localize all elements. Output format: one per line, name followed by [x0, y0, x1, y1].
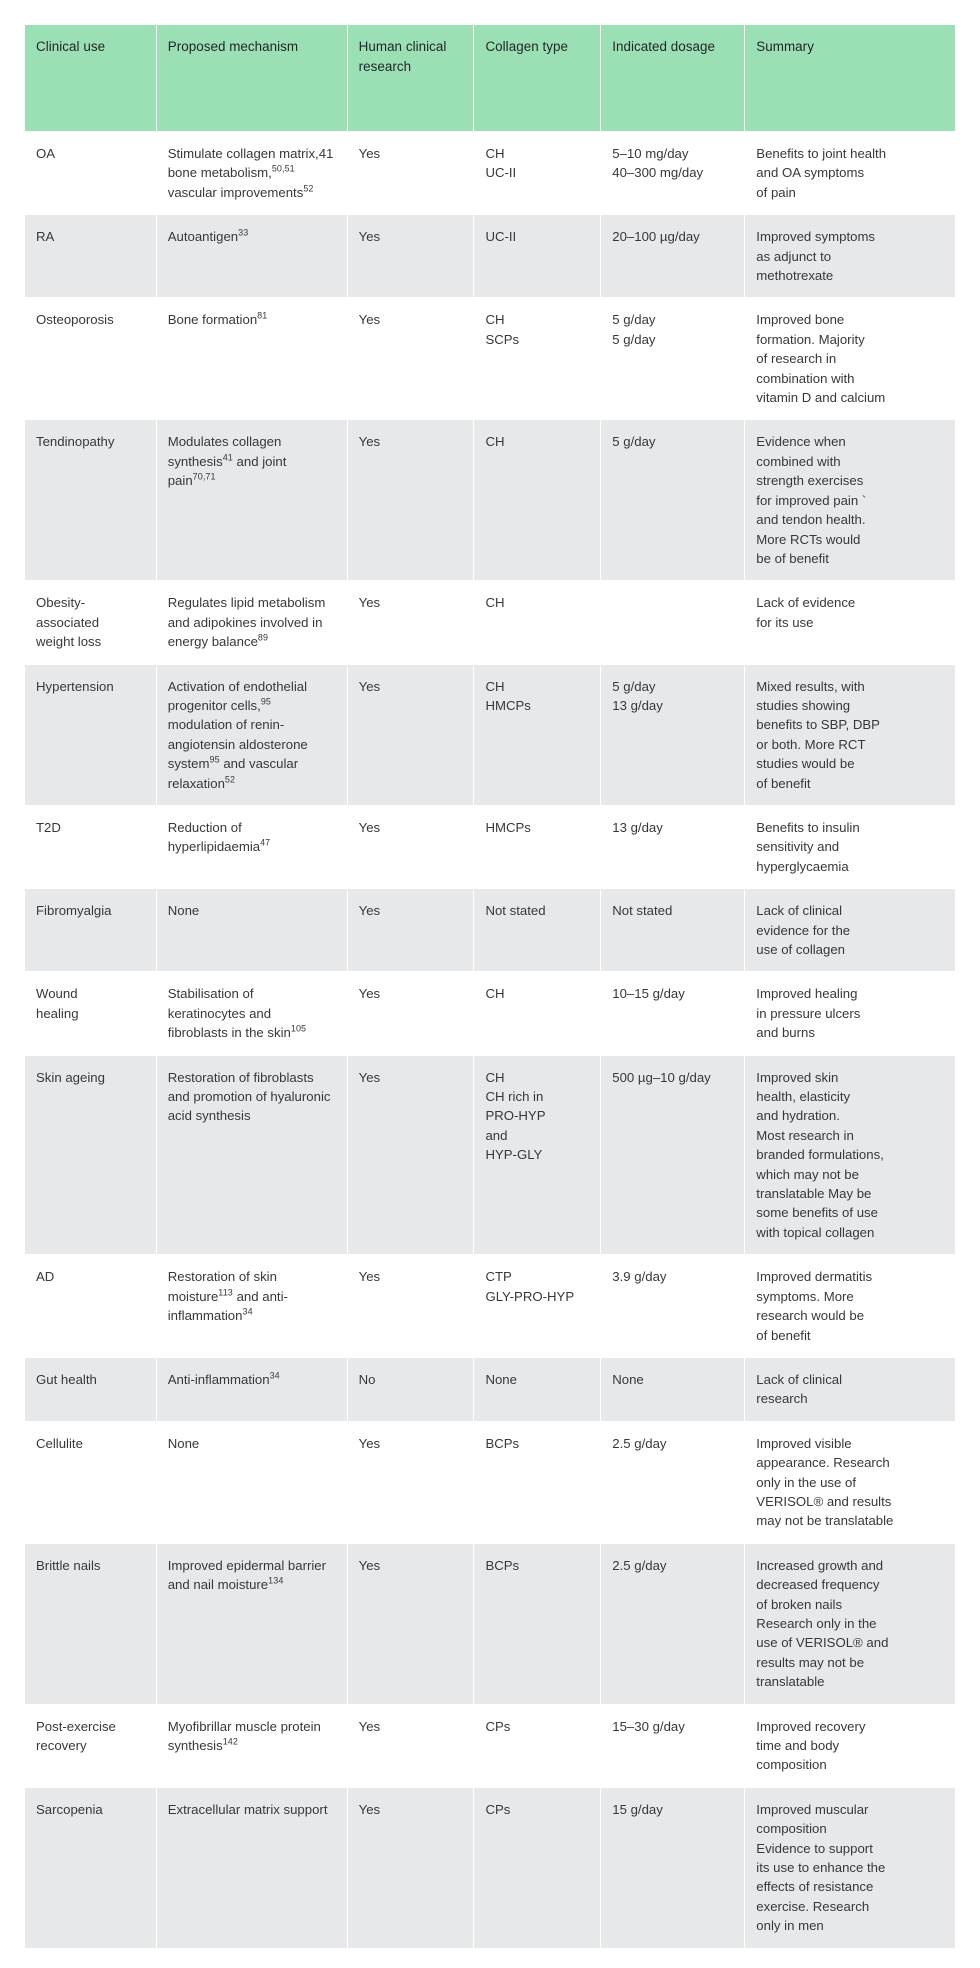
- cell-proposed-mechanism: [157, 1255, 347, 1357]
- cell-indicated-dosage-line: 5 g/day: [612, 312, 656, 328]
- table-row: [25, 1544, 955, 1704]
- mechanism-text: None: [167, 903, 200, 919]
- cell-summary-line: of pain: [756, 184, 796, 200]
- cell-collagen-type-line: HMCPs: [485, 697, 531, 713]
- cell-summary-line: or both. More RCT: [756, 736, 866, 752]
- mechanism-text: Stabilisation of keratinocytes and fibroblasts in the skin: [167, 986, 291, 1041]
- cell-proposed-mechanism: [157, 665, 347, 805]
- cell-summary-line: composition: [756, 1821, 827, 1837]
- cell-collagen-type: [474, 1422, 600, 1543]
- mechanism-text: vascular improvements: [167, 184, 304, 200]
- cell-clinical-use: Skin ageing: [25, 1056, 156, 1255]
- mechanism-text: Stimulate collagen matrix,41 bone metabolism,: [167, 146, 334, 181]
- cell-summary-line: time and body: [756, 1738, 840, 1753]
- cell-human-clinical-research: Yes: [348, 972, 474, 1054]
- cell-summary-line: Evidence to support: [756, 1840, 873, 1856]
- cell-summary-line: some benefits of use: [756, 1205, 878, 1221]
- cell-summary-line: branded formulations,: [756, 1147, 884, 1163]
- mechanism-text: Improved epidermal barrier and nail moisture: [167, 1557, 327, 1593]
- cell-summary-line: composition: [756, 1757, 827, 1773]
- cell-summary-line: Benefits to insulin: [756, 819, 860, 835]
- cell-collagen-type-line: CH: [485, 1069, 505, 1085]
- cell-human-clinical-research: Yes: [348, 1705, 474, 1787]
- column-header-summary: Summary: [745, 25, 955, 131]
- mechanism-text: Restoration of fibroblasts and promotion of hyaluronic acid synthesis: [167, 1069, 331, 1124]
- cell-indicated-dosage-line: 40–300 mg/day: [612, 165, 704, 181]
- cell-summary-line: for its use: [756, 614, 814, 630]
- cell-indicated-dosage-line: 5 g/day: [612, 678, 656, 694]
- cell-proposed-mechanism: [157, 132, 347, 214]
- cell-summary-line: exercise. Research: [756, 1898, 870, 1914]
- cell-summary-line: research: [756, 1391, 808, 1407]
- cell-indicated-dosage: [601, 1705, 744, 1787]
- mechanism-text: Extracellular matrix support: [167, 1801, 328, 1817]
- citation-superscript: 33: [238, 227, 249, 238]
- cell-summary-line: of research in: [756, 351, 837, 367]
- citation-superscript: 41: [222, 452, 233, 463]
- cell-summary-line: Lack of evidence: [756, 595, 856, 611]
- cell-indicated-dosage: [601, 806, 744, 888]
- table-row: [25, 665, 955, 805]
- cell-indicated-dosage-line: 13 g/day: [612, 697, 663, 713]
- cell-collagen-type-line: UC-II: [485, 229, 517, 245]
- cell-summary-line: and tendon health.: [756, 512, 866, 528]
- cell-clinical-use-line: healing: [36, 1005, 79, 1021]
- column-header-collagen_type: Collagen type: [474, 25, 600, 131]
- citation-superscript: 113: [218, 1287, 233, 1298]
- cell-clinical-use-line: weight loss: [36, 634, 102, 650]
- cell-summary-line: Increased growth and: [756, 1557, 884, 1573]
- table-body: [25, 132, 955, 1948]
- cell-summary-line: methotrexate: [756, 268, 834, 284]
- cell-collagen-type: [474, 1705, 600, 1787]
- cell-summary-line: with topical collagen: [756, 1224, 875, 1240]
- table-row: [25, 215, 955, 297]
- cell-summary-line: and OA symptoms: [756, 165, 865, 181]
- cell-indicated-dosage-line: 5–10 mg/day: [612, 146, 689, 161]
- cell-summary-line: translatable: [756, 1674, 825, 1690]
- mechanism-text: Myofibrillar muscle protein synthesis: [167, 1718, 321, 1753]
- cell-human-clinical-research: Yes: [348, 1255, 474, 1357]
- mechanism-text: and anti-inflammation: [167, 1288, 288, 1324]
- cell-clinical-use: Cellulite: [25, 1422, 156, 1543]
- cell-collagen-type-line: CH: [485, 986, 505, 1002]
- cell-summary: [745, 806, 955, 888]
- cell-proposed-mechanism: [157, 806, 347, 888]
- cell-collagen-type: [474, 1788, 600, 1948]
- cell-summary-line: use of collagen: [756, 942, 846, 957]
- cell-clinical-use: [25, 581, 156, 663]
- citation-superscript: 95: [209, 754, 220, 765]
- cell-human-clinical-research: Yes: [348, 665, 474, 805]
- mechanism-text: and vascular relaxation: [167, 756, 299, 791]
- cell-clinical-use-line: associated: [36, 614, 100, 630]
- mechanism-text: Modulates collagen synthesis: [167, 434, 282, 469]
- cell-summary-line: Improved visible: [756, 1435, 852, 1451]
- cell-proposed-mechanism: [157, 1544, 347, 1704]
- cell-indicated-dosage: [601, 215, 744, 297]
- cell-summary-line: evidence for the: [756, 922, 851, 938]
- cell-summary-line: sensitivity and: [756, 839, 840, 855]
- cell-collagen-type-line: Not stated: [485, 903, 546, 919]
- mechanism-text: Regulates lipid metabolism and adipokines involved in energy balance: [167, 595, 326, 650]
- cell-clinical-use: Sarcopenia: [25, 1788, 156, 1948]
- citation-superscript: 105: [290, 1023, 307, 1034]
- cell-summary-line: formation. Majority: [756, 331, 865, 347]
- cell-proposed-mechanism: [157, 215, 347, 297]
- cell-summary-line: Lack of clinical: [756, 903, 843, 919]
- cell-proposed-mechanism: [157, 889, 347, 971]
- cell-clinical-use: Tendinopathy: [25, 420, 156, 580]
- cell-human-clinical-research: Yes: [348, 298, 474, 419]
- cell-collagen-type: [474, 1255, 600, 1357]
- cell-collagen-type-line: HYP-GLY: [485, 1147, 543, 1163]
- cell-collagen-type: [474, 581, 600, 663]
- cell-clinical-use: Brittle nails: [25, 1544, 156, 1704]
- citation-superscript: 89: [257, 632, 269, 643]
- cell-human-clinical-research: Yes: [348, 132, 474, 214]
- citation-superscript: 81: [257, 311, 268, 322]
- cell-indicated-dosage: [601, 298, 744, 419]
- cell-indicated-dosage: [601, 581, 744, 663]
- mechanism-text: Activation of endothelial progenitor cells,: [167, 678, 308, 713]
- cell-collagen-type-line: CH: [485, 595, 505, 611]
- cell-collagen-type-line: CH rich in: [485, 1089, 544, 1105]
- cell-indicated-dosage-line: 2.5 g/day: [612, 1435, 667, 1451]
- cell-summary-line: vitamin D and calcium: [756, 390, 886, 406]
- column-header-mechanism: Proposed mechanism: [157, 25, 347, 131]
- cell-collagen-type: [474, 972, 600, 1054]
- cell-summary-line: of benefit: [756, 1327, 811, 1343]
- cell-indicated-dosage-line: 5 g/day: [612, 434, 656, 450]
- cell-summary-line: in pressure ulcers: [756, 1005, 861, 1021]
- cell-human-clinical-research: Yes: [348, 806, 474, 888]
- cell-indicated-dosage: [601, 1422, 744, 1543]
- cell-human-clinical-research: Yes: [348, 420, 474, 580]
- table-row: [25, 132, 955, 214]
- cell-summary: [745, 215, 955, 297]
- cell-collagen-type: [474, 298, 600, 419]
- citation-superscript: 52: [303, 183, 314, 194]
- cell-summary-line: Improved muscular: [756, 1801, 869, 1817]
- cell-human-clinical-research: Yes: [348, 889, 474, 971]
- mechanism-text: and joint pain: [167, 453, 287, 489]
- cell-collagen-type-line: CH: [485, 678, 505, 694]
- cell-summary: [745, 1788, 955, 1948]
- cell-summary: [745, 665, 955, 805]
- cell-indicated-dosage-line: 10–15 g/day: [612, 986, 685, 1002]
- cell-indicated-dosage: [601, 665, 744, 805]
- cell-summary-line: be of benefit: [756, 550, 829, 566]
- cell-collagen-type: [474, 1544, 600, 1704]
- cell-clinical-use: OA: [25, 132, 156, 214]
- table-row: [25, 972, 955, 1054]
- cell-summary-line: effects of resistance: [756, 1879, 874, 1895]
- cell-proposed-mechanism: [157, 972, 347, 1054]
- cell-summary-line: which may not be: [756, 1166, 859, 1182]
- cell-indicated-dosage: [601, 1788, 744, 1948]
- cell-collagen-type-line: BCPs: [485, 1557, 520, 1573]
- cell-summary-line: Most research in: [756, 1127, 854, 1143]
- cell-clinical-use: AD: [25, 1255, 156, 1357]
- cell-summary-line: and burns: [756, 1025, 815, 1041]
- cell-summary-line: VERISOL® and results: [756, 1493, 892, 1509]
- cell-summary-line: of benefit: [756, 775, 811, 791]
- cell-indicated-dosage-line: 3.9 g/day: [612, 1269, 667, 1285]
- cell-summary-line: use of VERISOL® and: [756, 1635, 889, 1651]
- cell-summary-line: studies showing: [756, 697, 851, 713]
- citation-superscript: 52: [224, 774, 236, 785]
- citation-superscript: 142: [222, 1736, 238, 1747]
- cell-summary-line: decreased frequency: [756, 1577, 880, 1593]
- table-row: [25, 1705, 955, 1787]
- table-row: [25, 806, 955, 888]
- cell-summary-line: combination with: [756, 370, 855, 386]
- cell-indicated-dosage: [601, 1544, 744, 1704]
- cell-proposed-mechanism: [157, 1358, 347, 1421]
- cell-summary-line: its use to enhance the: [756, 1860, 886, 1876]
- table-row: [25, 581, 955, 663]
- cell-summary-line: of broken nails: [756, 1596, 843, 1612]
- cell-indicated-dosage-line: 500 µg–10 g/day: [612, 1069, 711, 1085]
- cell-collagen-type-line: CPs: [485, 1718, 511, 1734]
- cell-indicated-dosage: [601, 1358, 744, 1421]
- cell-human-clinical-research: No: [348, 1358, 474, 1421]
- cell-summary-line: Mixed results, with: [756, 678, 865, 694]
- cell-summary-line: for improved pain `: [756, 492, 867, 508]
- citation-superscript: 134: [268, 1575, 284, 1586]
- cell-proposed-mechanism: [157, 1422, 347, 1543]
- cell-clinical-use: RA: [25, 215, 156, 297]
- cell-summary: [745, 1422, 955, 1543]
- cell-summary-line: may not be translatable: [756, 1513, 894, 1529]
- citation-superscript: 34: [242, 1306, 253, 1317]
- citation-superscript: 47: [260, 837, 271, 848]
- cell-clinical-use: Hypertension: [25, 665, 156, 805]
- cell-collagen-type-line: BCPs: [485, 1435, 520, 1451]
- cell-indicated-dosage-line: 5 g/day: [612, 331, 656, 347]
- cell-collagen-type: [474, 132, 600, 214]
- cell-summary-line: only in the use of: [756, 1474, 857, 1490]
- cell-proposed-mechanism: [157, 581, 347, 663]
- cell-summary: [745, 1358, 955, 1421]
- cell-collagen-type: [474, 889, 600, 971]
- cell-clinical-use: [25, 972, 156, 1054]
- cell-indicated-dosage: [601, 420, 744, 580]
- cell-summary-line: Improved recovery: [756, 1718, 866, 1734]
- cell-summary-line: hyperglycaemia: [756, 858, 849, 874]
- cell-clinical-use: Osteoporosis: [25, 298, 156, 419]
- cell-summary-line: Improved healing: [756, 986, 858, 1002]
- cell-indicated-dosage-line: None: [612, 1371, 644, 1387]
- cell-collagen-type-line: SCPs: [485, 331, 520, 347]
- cell-collagen-type-line: UC-II: [485, 165, 517, 181]
- cell-summary-line: and hydration.: [756, 1108, 840, 1124]
- cell-indicated-dosage: [601, 889, 744, 971]
- table-row: [25, 420, 955, 580]
- cell-human-clinical-research: Yes: [348, 1056, 474, 1255]
- citation-superscript: 70,71: [192, 471, 216, 482]
- cell-indicated-dosage: [601, 132, 744, 214]
- cell-collagen-type-line: CH: [485, 146, 505, 161]
- cell-indicated-dosage-line: 15–30 g/day: [612, 1718, 685, 1734]
- cell-summary-line: Improved bone: [756, 312, 845, 328]
- cell-summary: [745, 420, 955, 580]
- cell-summary-line: More RCTs would: [756, 531, 861, 547]
- cell-collagen-type: [474, 1358, 600, 1421]
- cell-summary-line: symptoms. More: [756, 1288, 854, 1304]
- cell-collagen-type: [474, 420, 600, 580]
- cell-summary: [745, 972, 955, 1054]
- table-row: [25, 1788, 955, 1948]
- cell-indicated-dosage: [601, 972, 744, 1054]
- cell-summary-line: Research only in the: [756, 1615, 877, 1631]
- cell-collagen-type-line: CTP: [485, 1269, 512, 1285]
- cell-collagen-type-line: CH: [485, 312, 505, 328]
- cell-collagen-type-line: and: [485, 1127, 508, 1143]
- cell-summary: [745, 1705, 955, 1787]
- clinical-use-table: [24, 24, 956, 1949]
- cell-summary-line: research would be: [756, 1308, 865, 1324]
- cell-collagen-type-line: HMCPs: [485, 819, 531, 835]
- cell-summary-line: appearance. Research: [756, 1455, 890, 1471]
- cell-indicated-dosage-line: Not stated: [612, 903, 673, 919]
- cell-proposed-mechanism: [157, 1705, 347, 1787]
- cell-collagen-type: [474, 1056, 600, 1255]
- table-row: [25, 1056, 955, 1255]
- column-header-human_research: Human clinical research: [348, 25, 474, 131]
- cell-proposed-mechanism: [157, 1056, 347, 1255]
- mechanism-text: Bone formation: [167, 312, 258, 328]
- cell-collagen-type-line: None: [485, 1371, 517, 1387]
- cell-summary: [745, 889, 955, 971]
- cell-summary-line: health, elasticity: [756, 1089, 851, 1105]
- cell-indicated-dosage-line: 2.5 g/day: [612, 1557, 667, 1573]
- cell-human-clinical-research: Yes: [348, 1544, 474, 1704]
- cell-indicated-dosage: [601, 1255, 744, 1357]
- cell-summary-line: Evidence when: [756, 434, 846, 450]
- cell-clinical-use: T2D: [25, 806, 156, 888]
- cell-summary-line: results may not be: [756, 1654, 865, 1670]
- cell-proposed-mechanism: [157, 298, 347, 419]
- cell-summary-line: Improved symptoms: [756, 229, 876, 245]
- mechanism-text: modulation of renin-angiotensin aldosterone system: [167, 717, 308, 772]
- cell-human-clinical-research: Yes: [348, 1788, 474, 1948]
- mechanism-text: None: [167, 1435, 200, 1451]
- cell-summary-line: Benefits to joint health: [756, 146, 887, 161]
- cell-summary-line: translatable May be: [756, 1186, 872, 1202]
- cell-collagen-type-line: CH: [485, 434, 505, 450]
- table-row: [25, 1422, 955, 1543]
- table-header: [25, 25, 955, 131]
- cell-summary-line: Improved dermatitis: [756, 1269, 873, 1285]
- cell-clinical-use: Fibromyalgia: [25, 889, 156, 971]
- mechanism-text: Reduction of hyperlipidaemia: [167, 819, 261, 855]
- citation-superscript: 50,51: [271, 164, 295, 175]
- citation-superscript: 34: [269, 1370, 280, 1381]
- cell-human-clinical-research: Yes: [348, 1422, 474, 1543]
- mechanism-text: Anti-inflammation: [167, 1371, 270, 1387]
- cell-summary-line: Lack of clinical: [756, 1371, 843, 1387]
- cell-collagen-type-line: GLY-PRO-HYP: [485, 1288, 575, 1304]
- cell-collagen-type: [474, 806, 600, 888]
- table-row: [25, 1358, 955, 1421]
- cell-clinical-use-line: recovery: [36, 1738, 87, 1753]
- cell-proposed-mechanism: [157, 420, 347, 580]
- cell-summary-line: strength exercises: [756, 473, 864, 489]
- cell-summary-line: benefits to SBP, DBP: [756, 717, 880, 733]
- cell-collagen-type: [474, 215, 600, 297]
- header-row: [25, 25, 955, 131]
- cell-indicated-dosage: [601, 1056, 744, 1255]
- cell-human-clinical-research: Yes: [348, 581, 474, 663]
- table-row: [25, 1255, 955, 1357]
- cell-summary: [745, 581, 955, 663]
- cell-summary: [745, 1056, 955, 1255]
- cell-summary: [745, 132, 955, 214]
- cell-summary-line: combined with: [756, 453, 841, 469]
- cell-clinical-use: Gut health: [25, 1358, 156, 1421]
- cell-summary: [745, 1255, 955, 1357]
- column-header-clinical_use: Clinical use: [25, 25, 156, 131]
- cell-summary: [745, 298, 955, 419]
- cell-summary-line: Improved skin: [756, 1069, 839, 1085]
- cell-clinical-use-line: Obesity-: [36, 595, 86, 611]
- cell-human-clinical-research: Yes: [348, 215, 474, 297]
- citation-superscript: 95: [260, 696, 271, 707]
- cell-indicated-dosage-line: 13 g/day: [612, 819, 663, 835]
- cell-clinical-use: [25, 1705, 156, 1787]
- cell-collagen-type: [474, 665, 600, 805]
- cell-summary-line: only in men: [756, 1918, 824, 1934]
- cell-clinical-use-line: Wound: [36, 986, 78, 1002]
- table-row: [25, 298, 955, 419]
- cell-summary-line: studies would be: [756, 756, 855, 772]
- mechanism-text: Autoantigen: [167, 229, 239, 245]
- cell-indicated-dosage-line: 15 g/day: [612, 1801, 663, 1817]
- cell-indicated-dosage-line: 20–100 µg/day: [612, 229, 700, 245]
- cell-clinical-use-line: Post-exercise: [36, 1718, 116, 1734]
- cell-collagen-type-line: CPs: [485, 1801, 511, 1817]
- cell-summary-line: as adjunct to: [756, 248, 832, 264]
- cell-collagen-type-line: PRO-HYP: [485, 1108, 546, 1124]
- cell-proposed-mechanism: [157, 1788, 347, 1948]
- mechanism-text: Restoration of skin moisture: [167, 1269, 277, 1304]
- table-row: [25, 889, 955, 971]
- cell-summary: [745, 1544, 955, 1704]
- column-header-dosage: Indicated dosage: [601, 25, 744, 131]
